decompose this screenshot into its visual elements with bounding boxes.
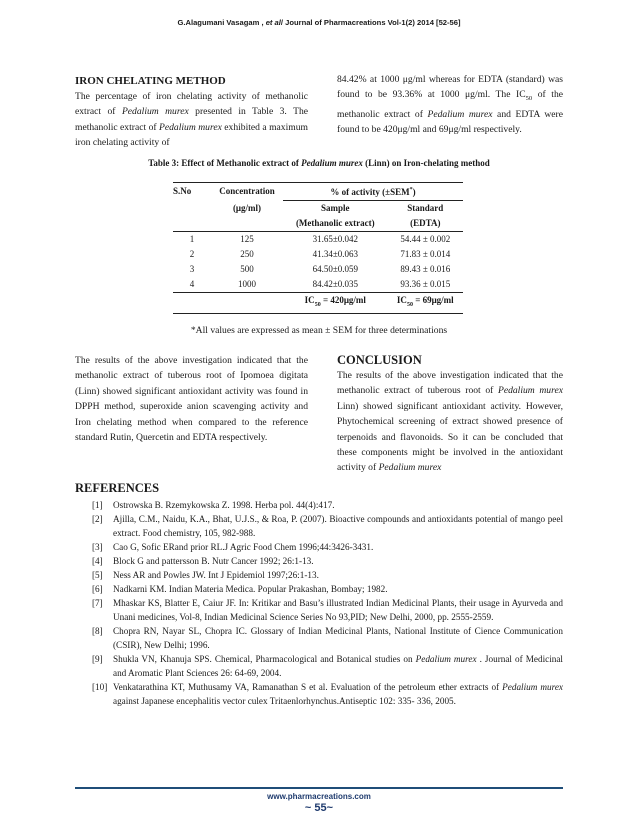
superscript: * xyxy=(409,187,413,193)
cell-standard: 54.44 ± 0.002 xyxy=(400,234,451,244)
table-row xyxy=(173,277,463,293)
text-run: Chopra RN, Nayar SL, Chopra IC. Glossary of Indian Medicinal Plants, National Institute of Cience Communication (CSIR), New Delhi; 1996. xyxy=(113,626,563,650)
text-run: presented in Table 3. The methanolic extract of xyxy=(75,106,308,133)
table-row xyxy=(173,262,463,277)
reference-item xyxy=(92,624,563,652)
iron-chelating-section xyxy=(75,74,308,151)
cell-sno: 2 xyxy=(189,249,195,259)
text-run: The percentage of iron chelating activity of methanolic extract of xyxy=(75,91,308,118)
cell-sample: 41.34±0.063 xyxy=(312,249,359,259)
text-run: and EDTA were found to be 420μg/ml and 69μg/ml respectively. xyxy=(337,108,563,136)
reference-item xyxy=(92,540,563,554)
cell-standard: 89.43 ± 0.016 xyxy=(400,264,451,274)
text-run: IC xyxy=(396,295,407,305)
species-name: Pedalium murex xyxy=(121,106,189,118)
ref-number: [8] xyxy=(92,626,103,636)
cell-sample: 31.65±0.042 xyxy=(312,234,359,244)
results-paragraph: The results of the above investigation indicated that the methanolic extract of tuberous root of Ipomoea digitata (Linn) showed significant antioxidant activity was found in DPPH method, superoxide anion scavenging activity and Iron chelating method when compared to the reference standard Rutin, Quercetin and EDTA respectively. xyxy=(75,355,308,444)
species-name: Pedalium murex xyxy=(159,121,222,133)
text-run: . Journal of Medicinal and Aromatic Plant Sciences 26: 64-69, 2004. xyxy=(113,654,563,678)
ref-number: [7] xyxy=(92,598,103,608)
col-header-sample: Sample xyxy=(321,203,350,213)
reference-item xyxy=(92,498,563,512)
iron-chelating-heading: IRON CHELATING METHOD xyxy=(75,75,226,87)
subscript: 50 xyxy=(314,301,321,308)
cell-standard: 71.83 ± 0.014 xyxy=(400,249,451,259)
conclusion-heading: CONCLUSION xyxy=(337,353,422,367)
text-run: against Japanese encephalitis vector culex Tritaenlorhynchus.Antiseptic 102: 335- 336, 2005. xyxy=(113,696,456,706)
text-run: Nadkarni KM. Indian Materia Medica. Popular Prakashan, Bombay; 1982. xyxy=(113,584,388,594)
footer-rule xyxy=(75,787,563,789)
subscript: 50 xyxy=(525,95,533,103)
cell-conc: 500 xyxy=(240,264,254,274)
iron-chelating-paragraph xyxy=(75,89,308,151)
ref-number: [6] xyxy=(92,584,103,594)
iron-chelating-table xyxy=(173,182,463,314)
text-run: The results of the above investigation indicated that the methanolic extract of tuberous root of xyxy=(337,370,563,397)
species-name: Pedalium murex xyxy=(415,654,477,664)
text-run: Cao G, Sofic ERand prior RL.J Agric Food Chem 1996;44:3426-3431. xyxy=(113,542,374,552)
references-heading: REFERENCES xyxy=(75,481,160,495)
text-run: Mhaskar KS, Blatter E, Caiur JF. In: Kritikar and Basu’s illustrated Indian Medicinal Plants, their usage in Ayurveda and Unani medicines, Vol-8, Indian Medicinal Science Series No 93,PID; New Delhi, 2000, pp. 2555-2559. xyxy=(113,598,563,622)
text-run: Linn) showed significant antioxidant activity. However, Phytochemical screening of extract showed presence of terpenoids and flavonoids. So it can be concluded that these components might be involved in the antioxidant activity of xyxy=(337,400,563,474)
ref-number: [2] xyxy=(92,514,103,524)
reference-item xyxy=(92,596,563,624)
text-run: (Linn) on Iron-chelating method xyxy=(362,158,490,168)
ref-number: [5] xyxy=(92,570,103,580)
text-run: = 420μg/ml xyxy=(320,295,366,305)
text-run: exhibited a maximum iron chelating activity of xyxy=(75,121,308,149)
ref-number: [3] xyxy=(92,542,103,552)
text-run: Block G and pattersson B. Nutr Cancer 1992; 26:1-13. xyxy=(113,556,314,566)
conclusion-paragraph xyxy=(337,368,563,476)
text-run: IC xyxy=(304,295,315,305)
col-header-concentration: Concentration xyxy=(219,186,275,197)
text-run: % of activity (±SEM xyxy=(330,187,410,197)
reference-item xyxy=(92,568,563,582)
table-caption xyxy=(0,158,638,168)
species-name: Pedalium murex xyxy=(427,108,493,120)
text-run: Shukla VN, Khanuja SPS. Chemical, Pharmacological and Botanical studies on xyxy=(113,654,416,664)
ref-number: [9] xyxy=(92,654,103,664)
table-row xyxy=(173,232,463,248)
ref-number: [1] xyxy=(92,500,103,510)
species-name: Pedalium murex xyxy=(378,462,442,474)
col-header-activity xyxy=(283,183,463,201)
reference-item xyxy=(92,512,563,540)
col-header-standard: Standard xyxy=(407,203,444,213)
table-footnote: *All values are expressed as mean ± SEM for three determinations xyxy=(190,325,448,336)
cell-conc: 125 xyxy=(240,234,254,244)
text-run: Venkatarathina KT, Muthusamy VA, Ramanathan S et al. Evaluation of the petroleum ether extracts of xyxy=(113,682,503,692)
col-header-sno: S.No xyxy=(173,186,192,197)
reference-item xyxy=(92,652,563,680)
text-run: 84.42% at 1000 μg/ml whereas for EDTA (standard) was found to be 93.36% at 1000 μg/ml. The IC xyxy=(337,74,563,101)
text-run: Ness AR and Powles JW. Int J Epidemiol 1997;26:1-13. xyxy=(113,570,319,580)
ref-number: [4] xyxy=(92,556,103,566)
ic50-standard xyxy=(388,293,463,314)
conclusion-section xyxy=(337,352,563,476)
species-name: Pedalium murex xyxy=(497,385,563,397)
text-run: Table 3: Effect of Methanolic extract of xyxy=(148,158,302,168)
table-row xyxy=(173,247,463,262)
page-number: ~ 55~ xyxy=(304,802,334,814)
running-header xyxy=(0,18,638,27)
col-header-standard-sub: (EDTA) xyxy=(410,218,441,228)
cell-standard: 93.36 ± 0.015 xyxy=(400,279,451,289)
reference-item xyxy=(92,582,563,596)
text-run: Ostrowska B. Rzemykowska Z. 1998. Herba pol. 44(4):417. xyxy=(113,500,335,510)
reference-item xyxy=(92,680,563,708)
cell-conc: 1000 xyxy=(238,279,256,289)
header-authors: G.Alagumani Vasagam , xyxy=(177,18,264,27)
header-journal: / Journal of Pharmacreations Vol-1(2) 2014 [52-56] xyxy=(280,18,461,27)
cell-sno: 1 xyxy=(189,234,195,244)
text-run: = 69μg/ml xyxy=(412,295,454,305)
iron-chelating-continuation xyxy=(337,72,563,138)
text-run: Ajilla, C.M., Naidu, K.A., Bhat, U.J.S., & Roa, P. (2007). Bioactive compounds and antioxidants potential of mango peel extract. Food chemistry, 105, 982-988. xyxy=(113,514,563,538)
ic50-sample xyxy=(283,293,388,314)
subscript: 50 xyxy=(406,301,413,308)
cell-sample: 64.50±0.059 xyxy=(312,264,359,274)
footer-url[interactable]: www.pharmacreations.com xyxy=(267,792,371,801)
ref-number: [10] xyxy=(92,682,108,692)
col-header-sample-sub: (Methanolic extract) xyxy=(295,218,375,228)
cell-conc: 250 xyxy=(240,249,254,259)
cell-sno: 3 xyxy=(189,264,195,274)
cell-sample: 84.42±0.035 xyxy=(312,279,359,289)
reference-list xyxy=(92,498,563,708)
reference-item xyxy=(92,554,563,568)
col-header-unit: (μg/ml) xyxy=(232,202,262,213)
ic50-row xyxy=(173,293,463,314)
header-etal: et al xyxy=(265,18,281,27)
text-run: ) xyxy=(412,187,416,197)
species-name: Pedalium murex xyxy=(502,682,563,692)
text-run: of the methanolic extract of xyxy=(337,89,563,120)
species-name: Pedalium murex xyxy=(301,158,363,168)
cell-sno: 4 xyxy=(189,279,195,289)
